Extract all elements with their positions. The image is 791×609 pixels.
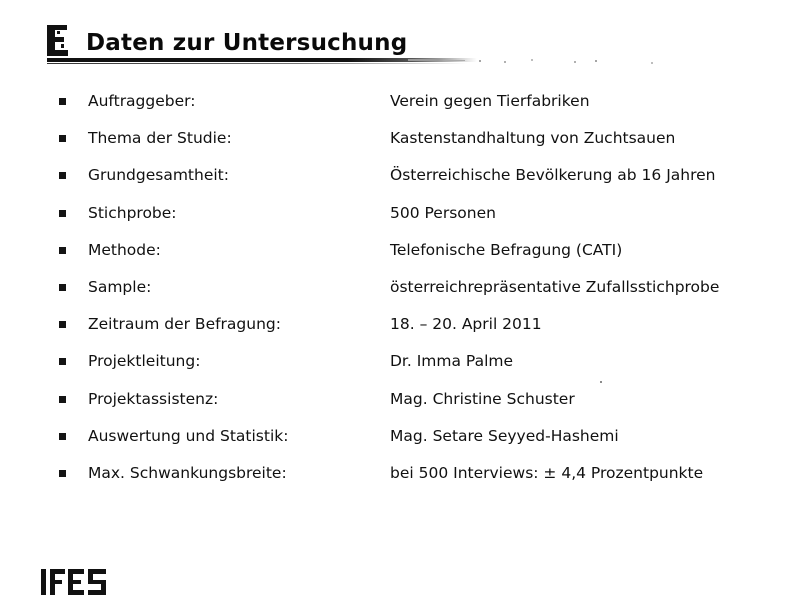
item-value: Kastenstandhaltung von Zuchtsauen [390, 129, 676, 148]
bullet-icon [59, 470, 66, 477]
ifes-logo [41, 569, 113, 595]
list-item [0, 274, 791, 311]
item-label: Auswertung und Statistik: [88, 426, 289, 445]
bullet-icon [59, 396, 66, 403]
bullet-icon [59, 321, 66, 328]
bullet-icon [59, 358, 66, 365]
list-item [0, 200, 791, 237]
list-item [0, 125, 791, 162]
list-item [0, 162, 791, 199]
scan-noise [400, 58, 660, 68]
item-label: Projektleitung: [88, 352, 201, 371]
page-title: Daten zur Untersuchung [86, 30, 408, 56]
slide-marker-icon [47, 25, 69, 56]
item-label: Auftraggeber: [88, 92, 196, 110]
bullet-icon [59, 247, 66, 254]
item-label: Sample: [88, 277, 152, 296]
item-label: Grundgesamtheit: [88, 166, 229, 185]
item-label: Stichprobe: [88, 203, 177, 222]
item-label: Methode: [88, 240, 161, 259]
item-label: Projektassistenz: [88, 389, 219, 408]
item-label: Zeitraum der Befragung: [88, 315, 281, 334]
item-value: Telefonische Befragung (CATI) [390, 240, 623, 259]
bullet-icon [59, 210, 66, 217]
item-label: Max. Schwankungsbreite: [88, 463, 287, 482]
item-label: Thema der Studie: [88, 129, 232, 148]
bullet-icon [59, 172, 66, 179]
item-value: 500 Personen [390, 203, 496, 222]
scan-speck [600, 381, 602, 383]
list-item [0, 386, 791, 423]
item-value: Mag. Christine Schuster [390, 389, 575, 408]
bullet-icon [59, 284, 66, 291]
bullet-icon [59, 135, 66, 142]
list-item [0, 311, 791, 348]
bullet-icon [59, 98, 66, 105]
item-value: 18. – 20. April 2011 [390, 315, 542, 334]
study-details-list [0, 88, 791, 497]
item-value: Verein gegen Tierfabriken [390, 92, 590, 110]
item-value: Österreichische Bevölkerung ab 16 Jahren [390, 166, 716, 185]
list-item [0, 348, 791, 385]
list-item [0, 237, 791, 274]
item-value: Dr. Imma Palme [390, 352, 514, 371]
item-value: bei 500 Interviews: ± 4,4 Prozentpunkte [390, 463, 704, 482]
list-item [0, 460, 791, 497]
list-item [0, 423, 791, 460]
item-value: Mag. Setare Seyyed-Hashemi [390, 426, 619, 445]
list-item [0, 88, 791, 125]
item-value: österreichrepräsentative Zufallsstichprobe [390, 277, 720, 296]
bullet-icon [59, 433, 66, 440]
